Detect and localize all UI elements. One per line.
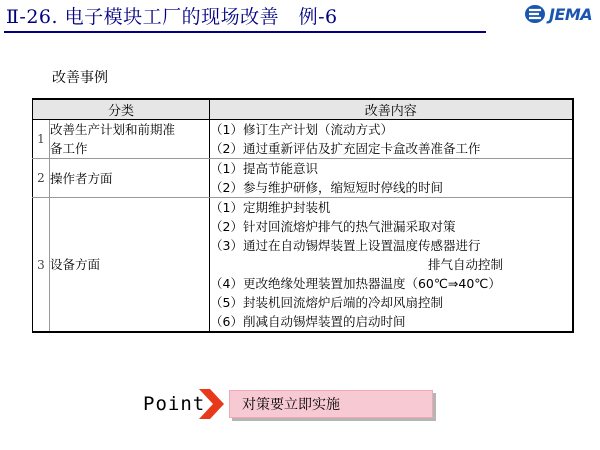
table-row bbox=[33, 159, 573, 198]
improvement-cell bbox=[210, 159, 573, 198]
category-cell bbox=[50, 198, 210, 333]
page-title: Ⅱ-26. 电子模块工厂的现场改善 例-6 bbox=[6, 6, 338, 28]
improvement-table bbox=[32, 98, 574, 333]
table-row bbox=[33, 198, 573, 333]
improvement-item: （2）针对回流熔炉排气的热气泄漏采取对策 bbox=[210, 219, 456, 234]
improvement-cell bbox=[210, 120, 573, 159]
category-text: 设备方面 bbox=[50, 257, 101, 272]
row-number: 3 bbox=[33, 198, 50, 333]
header-improvement: 改善内容 bbox=[210, 99, 573, 120]
improvement-item: （5）封装机回流熔炉后端的冷却风扇控制 bbox=[210, 295, 443, 310]
section-subheading: 改善事例 bbox=[52, 70, 108, 86]
category-text: 操作者方面 bbox=[50, 170, 113, 186]
table-header-row bbox=[33, 99, 573, 120]
table-row bbox=[33, 120, 573, 159]
improvement-item: （6）削减自动锡焊装置的启动时间 bbox=[210, 314, 406, 329]
improvement-item: （4）更改绝缘处理装置加热器温度（60℃⇒40℃） bbox=[210, 276, 501, 291]
improvement-item: （2）通过重新评估及扩充固定卡盒改善准备工作 bbox=[210, 141, 481, 156]
category-cell bbox=[50, 159, 210, 198]
improvement-cell bbox=[210, 198, 573, 333]
chevron-right-icon bbox=[197, 388, 225, 420]
jema-logo-icon bbox=[524, 4, 546, 24]
point-callout: 对策要立即实施 bbox=[229, 390, 433, 418]
improvement-item: （1）定期维护封装机 bbox=[210, 200, 331, 215]
category-cell bbox=[50, 120, 210, 159]
header-category: 分类 bbox=[33, 99, 210, 120]
improvement-item: （3）通过在自动锡焊装置上设置温度传感器进行 bbox=[210, 238, 481, 253]
row-number: 1 bbox=[33, 120, 50, 159]
point-label: Point bbox=[143, 393, 206, 415]
improvement-item: （1）修订生产计划（流动方式） bbox=[210, 122, 393, 137]
improvement-item: （2）参与维护研修，缩短短时停线的时间 bbox=[210, 180, 443, 195]
improvement-item-continuation: 排气自动控制 bbox=[428, 257, 504, 272]
logo-text: JEMA bbox=[549, 4, 593, 24]
category-text: 改善生产计划和前期准 bbox=[50, 122, 176, 137]
improvement-item: （1）提高节能意识 bbox=[210, 161, 318, 176]
category-text: 备工作 bbox=[50, 141, 88, 156]
title-underline bbox=[4, 31, 486, 33]
company-logo bbox=[524, 3, 596, 25]
row-number: 2 bbox=[33, 159, 50, 198]
